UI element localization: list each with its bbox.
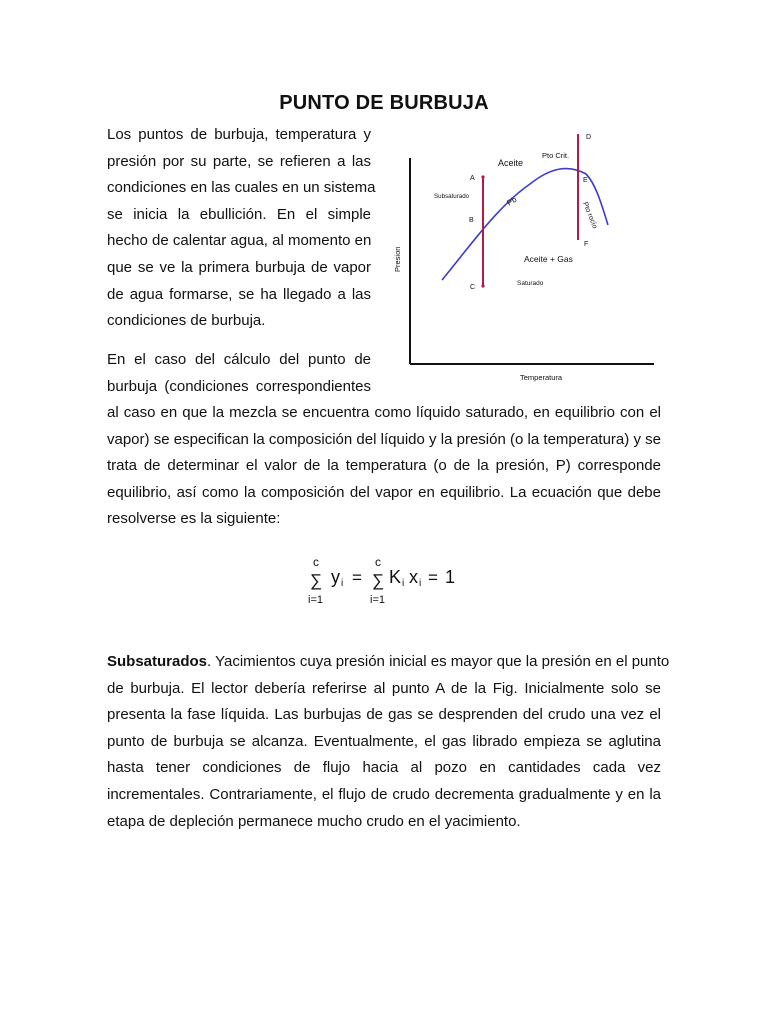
subsat-line: de burbuja. El lector debería referirse al punto A de la Fig. Inicialmente solo se bbox=[107, 679, 661, 697]
phase-diagram bbox=[390, 126, 670, 388]
calc-line: resolverse es la siguiente: bbox=[107, 510, 281, 528]
subsat-first-line bbox=[107, 649, 670, 676]
subsat-first-rest: . Yacimientos cuya presión inicial es mayor que la presión en el punto bbox=[207, 653, 670, 670]
label-point-d: D bbox=[586, 134, 592, 141]
calc-line: En el caso del cálculo del punto de bbox=[107, 351, 371, 368]
label-aceite: Aceite bbox=[498, 158, 524, 168]
intro-line: condiciones de burbuja. bbox=[107, 312, 266, 330]
calc-line: burbuja (condiciones correspondientes bbox=[107, 377, 371, 395]
eq-y: y bbox=[331, 567, 340, 587]
label-point-e: E bbox=[583, 177, 588, 184]
intro-line: Los puntos de burbuja, temperatura y bbox=[107, 126, 371, 143]
eq-equals-1: = bbox=[352, 568, 362, 587]
sum1-lower: i=1 bbox=[308, 594, 323, 606]
label-pto-crit: Pto Crit. bbox=[542, 151, 570, 160]
calc-paragraph-start bbox=[107, 347, 371, 400]
label-saturado: Saturado bbox=[517, 280, 544, 287]
label-aceite-gas: Aceite + Gas bbox=[524, 254, 573, 264]
subsat-line: presenta la fase líquida. Las burbujas de gas se desprenden del crudo una vez el bbox=[107, 706, 661, 724]
calc-line: al caso en que la mezcla se encuentra como líquido saturado, en equilibrio con el bbox=[107, 404, 661, 421]
x-axis-label: Temperatura bbox=[520, 373, 563, 382]
subsat-line: etapa de depleción permanece mucho crudo en el yacimiento. bbox=[107, 812, 521, 830]
eq-rhs: 1 bbox=[445, 567, 456, 587]
eq-k-sub: i bbox=[402, 578, 405, 589]
y-axis-label: Presion bbox=[393, 246, 402, 272]
eq-equals-2: = bbox=[428, 568, 438, 587]
point-c-marker bbox=[481, 284, 484, 287]
calc-paragraph-rest bbox=[107, 400, 661, 533]
label-pb: Pb bbox=[505, 194, 519, 208]
subsat-term: Subsaturados bbox=[107, 653, 208, 670]
phase-diagram-svg bbox=[390, 126, 670, 388]
label-point-f: F bbox=[584, 241, 589, 248]
intro-line: que se ve la primera burbuja de vapor bbox=[107, 258, 371, 276]
sum2-sigma-icon: ∑ bbox=[372, 571, 385, 590]
label-point-c: C bbox=[470, 284, 476, 291]
eq-x-sub: i bbox=[419, 578, 422, 589]
sum1-upper: c bbox=[313, 555, 319, 569]
sum1-sigma-icon: ∑ bbox=[310, 571, 323, 590]
subsaturados-paragraph bbox=[107, 649, 670, 835]
bubble-point-equation bbox=[305, 553, 465, 609]
point-a-marker bbox=[481, 175, 484, 178]
subsat-line: punto de burbuja se alcanza. Eventualmente, el gas librado empieza se aglutina bbox=[107, 732, 661, 750]
eq-y-sub: i bbox=[341, 578, 344, 589]
calc-line: equilibrio, así como la composición del vapor en equilibrio. La ecuación que debe bbox=[107, 483, 661, 501]
intro-paragraph bbox=[107, 122, 376, 335]
label-subsaturado: Subsaturado bbox=[434, 193, 470, 200]
calc-line: trata de determinar el valor de la temperatura (o de la presión, P) corresponde bbox=[107, 457, 661, 475]
subsat-line: incrementales. Contrariamente, el flujo de crudo decrementa gradualmente y en la bbox=[107, 785, 661, 803]
label-point-b: B bbox=[469, 217, 474, 224]
intro-line: de agua formarse, se ha llegado a las bbox=[107, 285, 371, 303]
equation-svg bbox=[305, 553, 465, 609]
page-title: PUNTO DE BURBUJA bbox=[279, 92, 489, 114]
sum2-upper: c bbox=[375, 555, 381, 569]
label-pto-rocio: Pto rocío bbox=[581, 201, 599, 230]
eq-x: x bbox=[409, 567, 418, 587]
intro-line: hecho de calentar agua, al momento en bbox=[107, 232, 372, 250]
intro-line: condiciones en las cuales en un sistema bbox=[107, 179, 376, 197]
eq-k: K bbox=[389, 567, 402, 587]
calc-line: vapor) se especifican la composición del líquido y la presión (o la temperatura) y se bbox=[107, 430, 661, 448]
intro-line: presión por su parte, se refieren a las bbox=[107, 152, 371, 170]
intro-line: se inicia la ebullición. En el simple bbox=[107, 205, 371, 223]
subsat-line: hasta tener condiciones de flujo hacia al pozo en cantidades cada vez bbox=[107, 759, 661, 777]
sum2-lower: i=1 bbox=[370, 594, 385, 606]
label-point-a: A bbox=[470, 175, 475, 182]
